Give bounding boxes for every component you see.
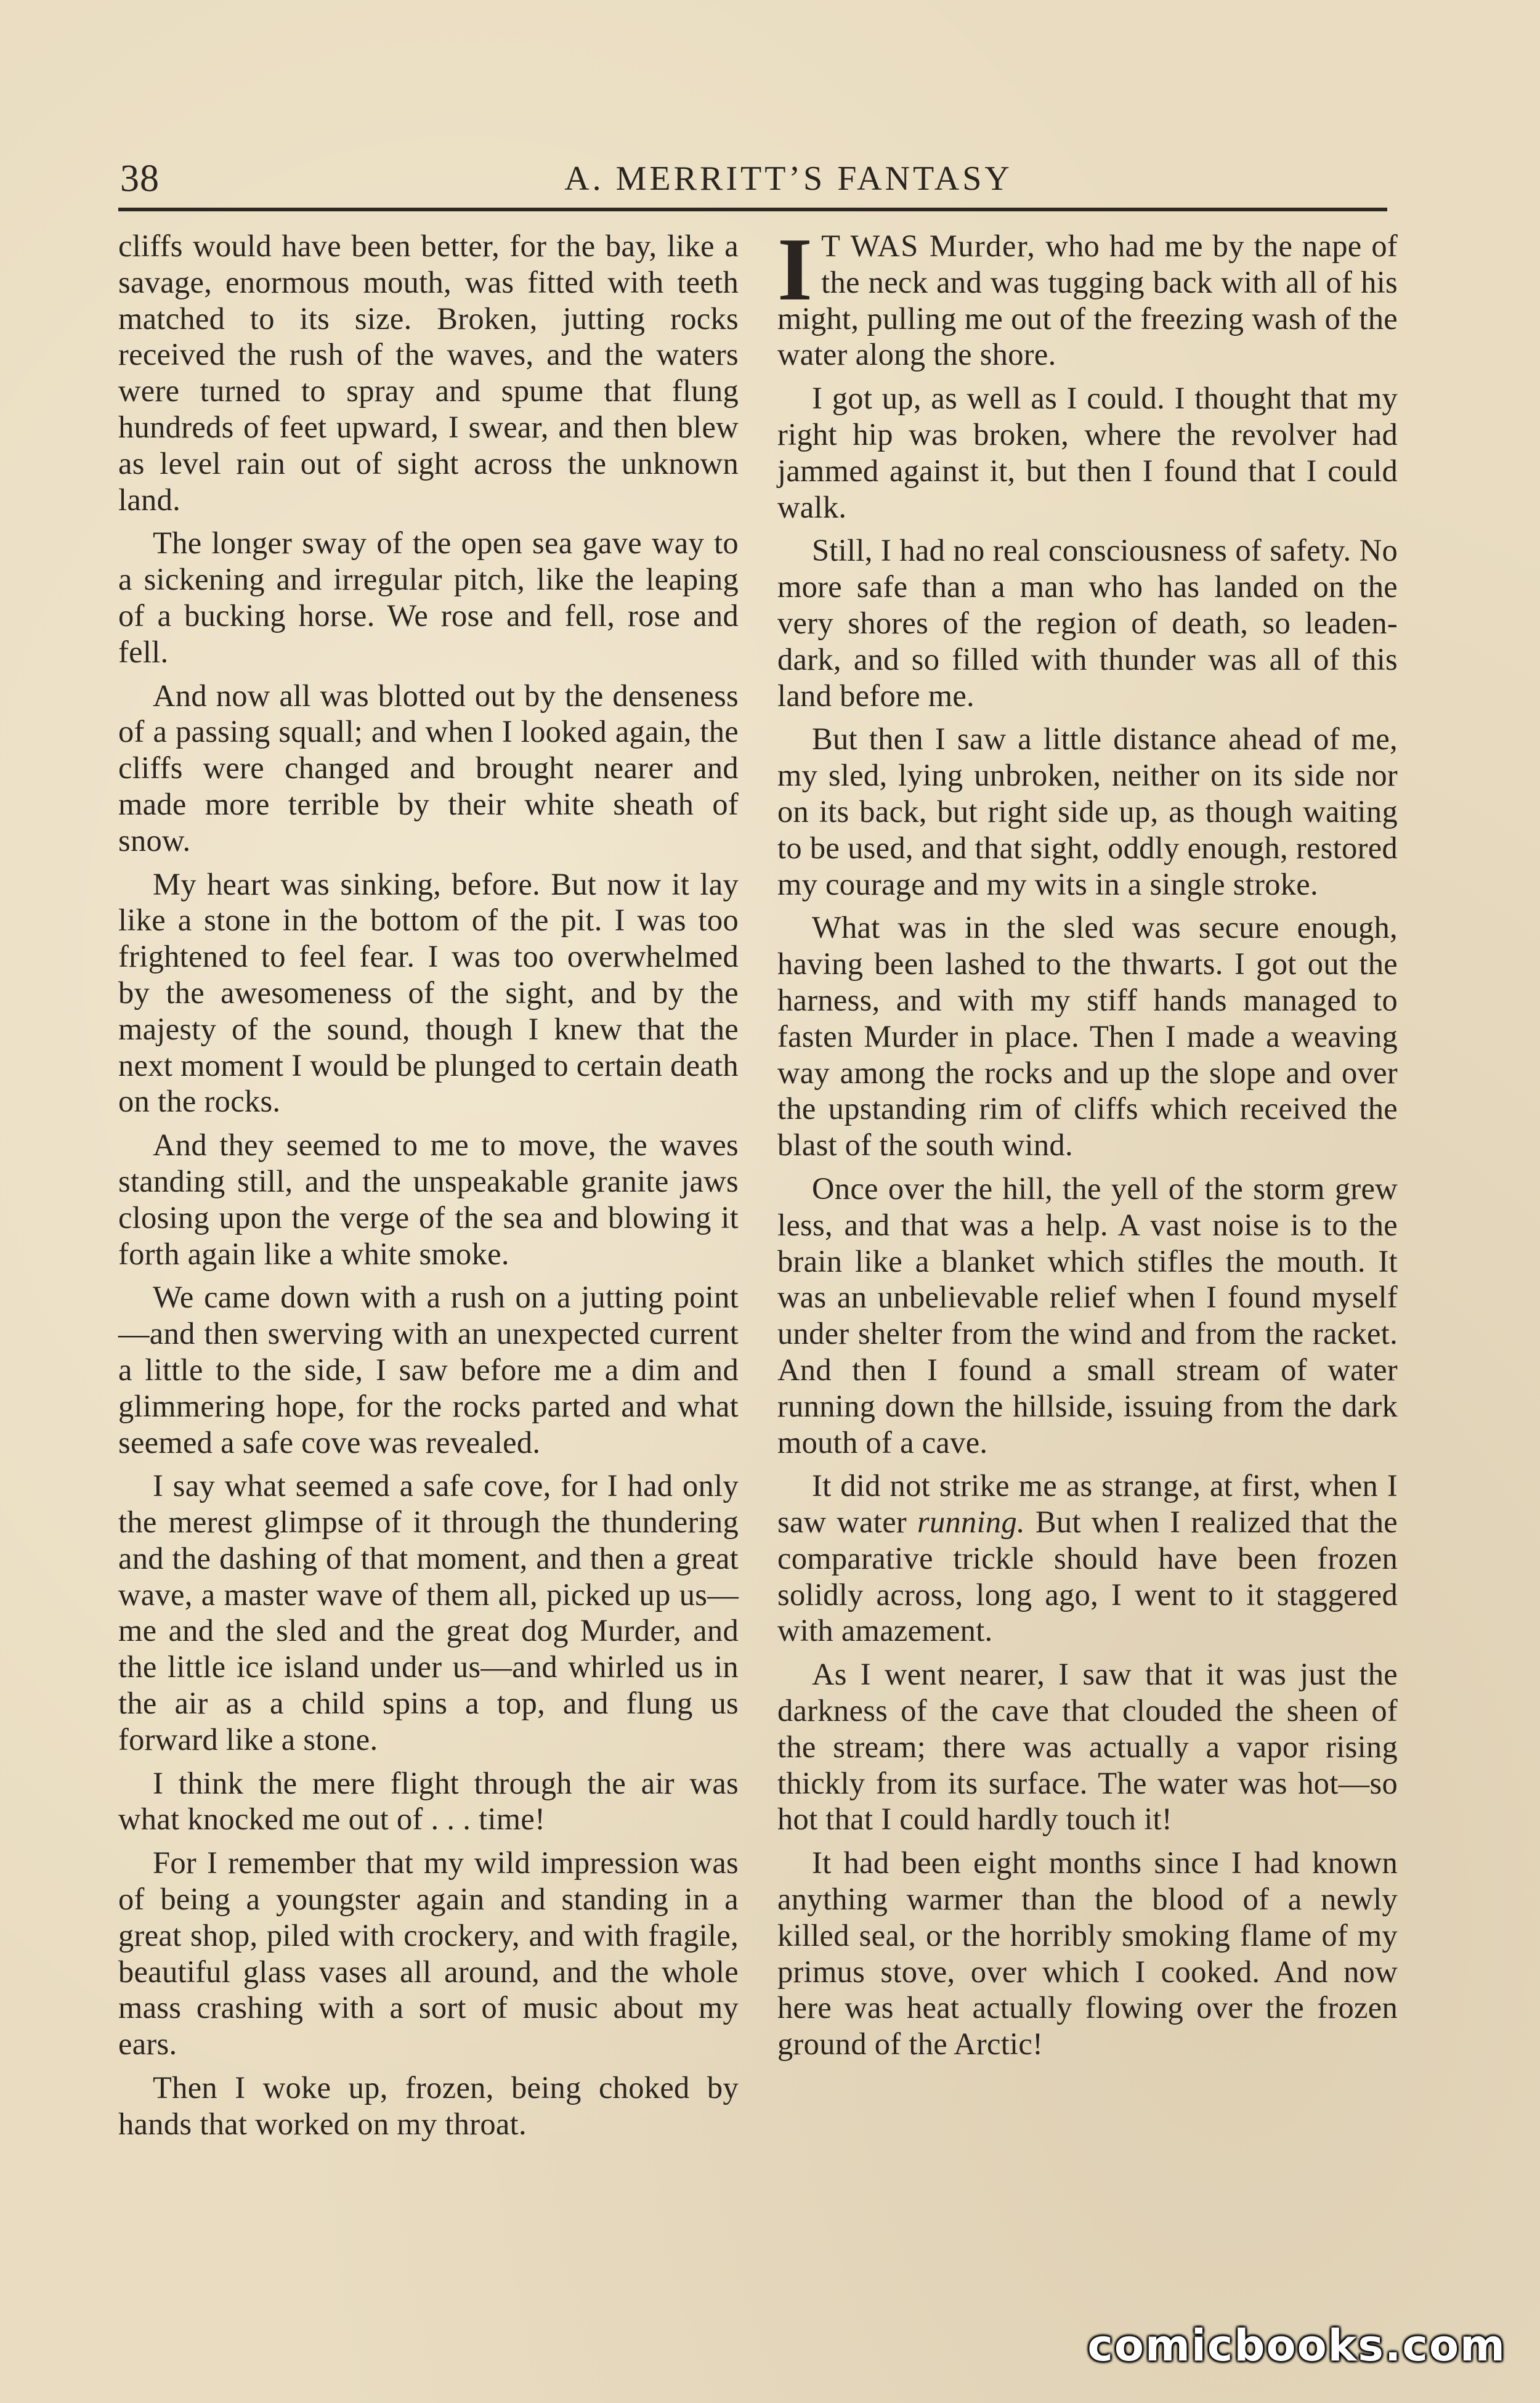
- opening-text: who had me by the nape of the neck and was tugging back with all of his might, pulling me out of the freezing wash of the water along the shore.: [777, 229, 1398, 372]
- source-watermark: comicbooks.com: [1087, 2320, 1506, 2371]
- running-title: A. MERRITT’S FANTASY: [564, 160, 1013, 198]
- lead-caps: T WAS Murder,: [821, 229, 1036, 263]
- paragraph: I think the mere flight through the air was what knocked me out of . . . time!: [118, 1765, 739, 1837]
- italic-word: running.: [917, 1505, 1025, 1540]
- paragraph: What was in the sled was secure enough, having been lashed to the thwarts. I got out the harness, and with my stiff hands managed to fasten Murder in place. Then I made a weaving way among the rocks and up the slope and over the upstanding rim of cliffs which received the blast of the south wind.: [777, 910, 1398, 1163]
- paragraph: As I went nearer, I saw that it was just the darkness of the cave that clouded the sheen of the stream; there was actually a vapor rising thickly from its surface. The water was hot—so hot that I could hardly touch it!: [777, 1657, 1398, 1837]
- paragraph: Once over the hill, the yell of the storm grew less, and that was a help. A vast noise is to the brain like a blanket which stifles the mouth. It was an unbelievable relief when I found myself under shelter from the wind and from the racket. And then I found a small stream of water running down the hillside, issuing from the dark mouth of a cave.: [777, 1171, 1398, 1460]
- paragraph: And they seemed to me to move, the waves standing still, and the unspeakable granite jaws closing upon the verge of the sea and blowing it forth again like a white smoke.: [118, 1128, 739, 1271]
- page-number: 38: [120, 158, 160, 200]
- paragraph: [777, 1468, 1398, 1649]
- opening-paragraph: [777, 219, 1398, 373]
- header-rule: [118, 208, 1387, 211]
- paragraph: We came down with a rush on a jutting point—and then swerving with an unexpected current a little to the side, I saw before me a dim and glimmering hope, for the rocks parted and what seemed a safe cove was revealed.: [118, 1280, 739, 1460]
- left-column: [118, 228, 739, 2150]
- text-span: It did not strike me as strange, at first, when I saw water: [777, 1468, 1398, 1540]
- paragraph: I say what seemed a safe cove, for I had only the merest glimpse of it through the thundering and the dashing of that moment, and then a great wave, a master wave of them all, picked up us—me and the sled and the great dog Murder, and the little ice island under us—and whirled us in the air as a child spins a top, and flung us forward like a stone.: [118, 1468, 739, 1757]
- paragraph: But then I saw a little distance ahead of me, my sled, lying unbroken, neither on its side nor on its back, but right side up, as though waiting to be used, and that sight, oddly enough, restored my courage and my wits in a single stroke.: [777, 722, 1398, 901]
- text-span: But when I realized that the comparative trickle should have been frozen solidly across, long ago, I went to it staggered with amazement.: [777, 1505, 1398, 1648]
- paragraph: Still, I had no real consciousness of safety. No more safe than a man who has landed on the very shores of the region of death, so leaden-dark, and so filled with thunder was all of this land before me.: [777, 533, 1398, 713]
- paragraph: My heart was sinking, before. But now it lay like a stone in the bottom of the pit. I was too frightened to feel fear. I was too overwhelmed by the awesomeness of the sight, and by the majesty of the sound, though I knew that the next moment I would be plunged to certain death on the rocks.: [118, 866, 739, 1119]
- paragraph: The longer sway of the open sea gave way to a sickening and irregular pitch, like the leaping of a bucking horse. We rose and fell, rose and fell.: [118, 526, 739, 669]
- right-column: [777, 219, 1398, 2070]
- drop-cap: I: [777, 219, 813, 319]
- paragraph: I got up, as well as I could. I thought that my right hip was broken, where the revolver had jammed against it, but then I found that I could walk.: [777, 381, 1398, 524]
- paragraph: It had been eight months since I had known anything warmer than the blood of a newly killed seal, or the horribly smoking flame of my primus stove, over which I cooked. And now here was heat actually flowing over the frozen ground of the Arctic!: [777, 1845, 1398, 2062]
- paragraph: cliffs would have been better, for the bay, like a savage, enormous mouth, was fitted with teeth matched to its size. Broken, jutting rocks received the rush of the waves, and the waters were turned to spray and spume that flung hundreds of feet upward, I swear, and then blew as level rain out of sight across the unknown land.: [118, 229, 739, 517]
- paragraph: Then I woke up, frozen, being choked by hands that worked on my throat.: [118, 2070, 739, 2141]
- paragraph: And now all was blotted out by the denseness of a passing squall; and when I looked again, the cliffs were changed and brought nearer and made more terrible by their white sheath of snow.: [118, 678, 739, 858]
- paragraph: For I remember that my wild impression was of being a youngster again and standing in a great shop, piled with crockery, and with fragile, beautiful glass vases all around, and the whole mass crashing with a sort of music about my ears.: [118, 1845, 739, 2062]
